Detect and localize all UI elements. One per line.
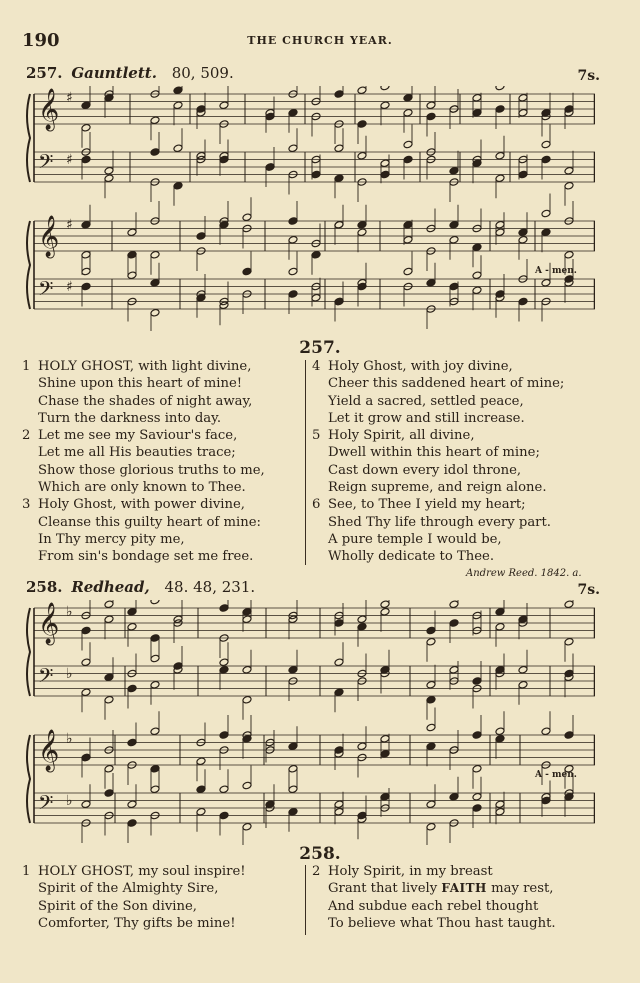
key-signature-icon: ♯: [66, 279, 73, 295]
bass-clef-icon: 𝄢: [38, 277, 54, 305]
note-head-icon: [564, 105, 574, 114]
note-head-icon: [196, 757, 206, 766]
note-head-icon: [495, 174, 505, 183]
note-head-icon: [380, 749, 390, 758]
note-head-icon: [380, 86, 390, 91]
verse-line: Cast down every idol throne,: [328, 462, 522, 478]
verse: [312, 863, 612, 932]
verse-line: Comforter, Thy gifts be mine!: [38, 915, 236, 931]
note-head-icon: [334, 220, 344, 229]
note-head-icon: [150, 680, 160, 689]
hymn-258-left-column: [22, 863, 302, 932]
verse-line: Wholly dedicate to Thee.: [328, 549, 495, 565]
column-divider: [305, 360, 306, 565]
note-head-icon: [81, 800, 91, 809]
verse-line: Which are only known to Thee.: [38, 480, 246, 496]
note-head-icon: [311, 250, 321, 259]
note-head-icon: [150, 308, 160, 317]
verse-number: 4: [312, 359, 321, 374]
music-system: [27, 600, 595, 720]
note-head-icon: [380, 170, 390, 179]
note-head-icon: [426, 626, 436, 635]
note-head-icon: [265, 163, 275, 172]
note-head-icon: [150, 785, 160, 794]
hymn-number-258: 258.: [299, 844, 341, 864]
key-signature-icon: ♭: [66, 793, 73, 809]
note-head-icon: [403, 140, 413, 149]
verse: [312, 358, 612, 427]
note-head-icon: [495, 622, 505, 631]
note-head-icon: [426, 822, 436, 831]
note-head-icon: [196, 807, 206, 816]
note-head-icon: [380, 600, 390, 609]
note-head-icon: [357, 151, 367, 160]
treble-clef-icon: 𝄞: [38, 89, 60, 130]
note-head-icon: [495, 734, 505, 743]
note-head-icon: [288, 267, 298, 276]
music-score-257: [20, 86, 595, 331]
note-head-icon: [196, 151, 206, 160]
note-head-icon: [564, 181, 574, 190]
note-head-icon: [403, 155, 413, 164]
verse-line-part: Grant that lively: [328, 881, 442, 897]
tune-refs: 80, 509.: [171, 64, 234, 82]
note-head-icon: [311, 170, 321, 179]
note-head-icon: [288, 742, 298, 751]
note-head-icon: [196, 105, 206, 114]
note-head-icon: [449, 665, 459, 674]
note-head-icon: [242, 781, 252, 790]
amen-label: A - men.: [535, 770, 577, 780]
note-head-icon: [518, 235, 528, 244]
verse-line: Show those glorious truths to me,: [38, 462, 265, 478]
verse-line: [328, 880, 612, 897]
note-head-icon: [81, 155, 91, 164]
note-head-icon: [242, 734, 252, 743]
note-head-icon: [104, 174, 114, 183]
note-head-icon: [219, 665, 229, 674]
note-head-icon: [564, 250, 574, 259]
note-head-icon: [288, 217, 298, 226]
note-head-icon: [311, 293, 321, 302]
note-head-icon: [541, 140, 551, 149]
note-head-icon: [196, 293, 206, 302]
tune-meter: 7s.: [577, 68, 600, 84]
note-head-icon: [449, 166, 459, 175]
note-head-icon: [150, 600, 160, 605]
verse-line: To believe what Thou hast taught.: [328, 915, 556, 931]
key-signature-icon: ♭: [66, 666, 73, 682]
note-head-icon: [104, 615, 114, 624]
note-head-icon: [449, 235, 459, 244]
note-head-icon: [380, 607, 390, 616]
verse-line: In Thy mercy pity me,: [38, 531, 185, 547]
note-head-icon: [288, 764, 298, 773]
note-head-icon: [127, 684, 137, 693]
note-head-icon: [219, 101, 229, 110]
tune-heading-258: [26, 578, 600, 600]
note-head-icon: [196, 232, 206, 241]
note-head-icon: [518, 665, 528, 674]
note-head-icon: [472, 677, 482, 686]
note-head-icon: [81, 688, 91, 697]
note-head-icon: [472, 731, 482, 740]
note-head-icon: [219, 604, 229, 613]
note-head-icon: [564, 637, 574, 646]
note-head-icon: [564, 731, 574, 740]
note-head-icon: [357, 228, 367, 237]
verse-number: 1: [22, 864, 31, 879]
note-head-icon: [127, 271, 137, 280]
note-head-icon: [426, 278, 436, 287]
note-head-icon: [541, 228, 551, 237]
note-head-icon: [81, 753, 91, 762]
note-head-icon: [495, 800, 505, 809]
verse-line: Spirit of the Son divine,: [38, 898, 197, 914]
note-head-icon: [81, 101, 91, 110]
note-head-icon: [334, 688, 344, 697]
note-head-icon: [564, 166, 574, 175]
verse-line: Holy Spirit, all divine,: [328, 428, 475, 444]
note-head-icon: [127, 800, 137, 809]
note-head-icon: [518, 228, 528, 237]
note-head-icon: [357, 220, 367, 229]
tune-number: 258.: [26, 578, 63, 596]
note-head-icon: [472, 108, 482, 117]
note-head-icon: [150, 116, 160, 125]
note-head-icon: [288, 807, 298, 816]
note-head-icon: [173, 86, 183, 95]
note-head-icon: [334, 746, 344, 755]
note-head-icon: [242, 695, 252, 704]
page-number: 190: [22, 30, 60, 51]
note-head-icon: [127, 228, 137, 237]
verse-line: Let me see my Saviour's face,: [38, 428, 238, 444]
note-head-icon: [81, 123, 91, 132]
note-head-icon: [518, 615, 528, 624]
note-head-icon: [334, 619, 344, 628]
note-head-icon: [495, 151, 505, 160]
verse-line-part: may rest,: [486, 881, 554, 897]
music-system: [27, 194, 595, 332]
note-head-icon: [288, 665, 298, 674]
verse-line: And subdue each rebel thought: [328, 898, 539, 914]
note-head-icon: [495, 228, 505, 237]
tune-heading-257: [26, 64, 600, 86]
note-head-icon: [472, 93, 482, 102]
note-head-icon: [288, 144, 298, 153]
note-head-icon: [472, 286, 482, 295]
note-head-icon: [127, 622, 137, 631]
verse: [312, 427, 612, 496]
note-head-icon: [288, 235, 298, 244]
note-head-icon: [449, 619, 459, 628]
note-head-icon: [472, 271, 482, 280]
note-head-icon: [518, 680, 528, 689]
note-head-icon: [81, 250, 91, 259]
verse-line: HOLY GHOST, my soul inspire!: [38, 864, 246, 879]
note-head-icon: [380, 101, 390, 110]
verse-line: Shine upon this heart of mine!: [38, 376, 243, 392]
bass-clef-icon: 𝄢: [38, 150, 54, 178]
note-head-icon: [495, 105, 505, 114]
amen-label: A - men.: [535, 266, 577, 276]
verse-line: Cheer this saddened heart of mine;: [328, 376, 565, 392]
note-head-icon: [288, 785, 298, 794]
verse: [22, 358, 302, 427]
note-head-icon: [518, 297, 528, 306]
note-head-icon: [357, 622, 367, 631]
hymn-attribution: Andrew Reed. 1842. a.: [466, 568, 582, 579]
note-head-icon: [518, 108, 528, 117]
note-head-icon: [196, 785, 206, 794]
note-head-icon: [380, 792, 390, 801]
note-head-icon: [357, 120, 367, 129]
bass-clef-icon: 𝄢: [38, 664, 54, 692]
note-head-icon: [242, 267, 252, 276]
verse-line: HOLY GHOST, with light divine,: [38, 359, 252, 374]
verse-line: Yield a sacred, settled peace,: [328, 393, 524, 409]
verse-line: Reign supreme, and reign alone.: [328, 480, 547, 496]
note-head-icon: [495, 665, 505, 674]
note-head-icon: [219, 731, 229, 740]
note-head-icon: [564, 792, 574, 801]
note-head-icon: [541, 209, 551, 218]
note-head-icon: [104, 600, 114, 609]
note-head-icon: [104, 695, 114, 704]
note-head-icon: [288, 615, 298, 624]
note-head-icon: [357, 282, 367, 291]
music-system: [27, 86, 595, 206]
tune-refs: 48. 48, 231.: [164, 578, 256, 596]
key-signature-icon: ♯: [66, 90, 73, 106]
tune-meter: 7s.: [577, 582, 600, 598]
note-head-icon: [288, 108, 298, 117]
note-head-icon: [426, 112, 436, 121]
note-head-icon: [334, 174, 344, 183]
note-head-icon: [104, 166, 114, 175]
note-head-icon: [219, 785, 229, 794]
verse-line: Chase the shades of night away,: [38, 393, 253, 409]
note-head-icon: [495, 807, 505, 816]
note-head-icon: [403, 108, 413, 117]
treble-clef-icon: 𝄞: [38, 603, 60, 644]
note-head-icon: [495, 607, 505, 616]
note-head-icon: [541, 278, 551, 287]
note-head-icon: [242, 615, 252, 624]
note-head-icon: [541, 727, 551, 736]
note-head-icon: [426, 695, 436, 704]
note-head-icon: [242, 665, 252, 674]
note-head-icon: [150, 250, 160, 259]
note-head-icon: [173, 181, 183, 190]
tune-number: 257.: [26, 64, 63, 82]
note-head-icon: [242, 607, 252, 616]
small-caps-word: FAITH: [441, 881, 487, 896]
verse: [22, 496, 302, 565]
verse-number: 3: [22, 497, 31, 513]
note-head-icon: [334, 658, 344, 667]
note-head-icon: [242, 822, 252, 831]
page-header: [22, 30, 618, 54]
tune-name: Gauntlett.: [71, 64, 157, 82]
note-head-icon: [495, 220, 505, 229]
verse-line: Holy Ghost, with power divine,: [38, 497, 245, 513]
verse-line: Dwell within this heart of mine;: [328, 445, 540, 461]
hymn-number-257: 257.: [299, 338, 341, 358]
verse-line: A pure temple I would be,: [328, 531, 502, 547]
verse-number: 6: [312, 497, 321, 513]
note-head-icon: [403, 267, 413, 276]
key-signature-icon: ♭: [66, 604, 73, 620]
hymn-257-right-column: [312, 358, 612, 566]
note-head-icon: [334, 144, 344, 153]
note-head-icon: [127, 250, 137, 259]
treble-clef-icon: 𝄞: [38, 730, 60, 771]
note-head-icon: [426, 101, 436, 110]
verse: [22, 427, 302, 496]
note-head-icon: [81, 282, 91, 291]
note-head-icon: [219, 301, 229, 310]
verse-line: Holy Spirit, in my breast: [328, 864, 493, 879]
music-score-258: [20, 600, 595, 845]
note-head-icon: [81, 220, 91, 229]
hymn-257-left-column: [22, 358, 302, 566]
note-head-icon: [449, 792, 459, 801]
note-head-icon: [472, 792, 482, 801]
running-title: THE CHURCH YEAR.: [247, 34, 393, 47]
note-head-icon: [472, 159, 482, 168]
note-head-icon: [334, 800, 344, 809]
note-head-icon: [518, 170, 528, 179]
note-head-icon: [357, 86, 367, 95]
note-head-icon: [150, 278, 160, 287]
verse-line: Let me all His beauties trace;: [38, 445, 236, 461]
note-head-icon: [104, 673, 114, 682]
note-head-icon: [127, 819, 137, 828]
note-head-icon: [518, 93, 528, 102]
note-head-icon: [541, 155, 551, 164]
key-signature-icon: ♭: [66, 731, 73, 747]
note-head-icon: [81, 658, 91, 667]
note-head-icon: [127, 607, 137, 616]
note-head-icon: [472, 243, 482, 252]
note-head-icon: [173, 101, 183, 110]
hymn-258-right-column: [312, 863, 612, 932]
verse-number: 2: [312, 864, 321, 879]
note-head-icon: [150, 148, 160, 157]
note-head-icon: [495, 86, 505, 91]
note-head-icon: [403, 93, 413, 102]
note-head-icon: [219, 658, 229, 667]
verse-line: Holy Ghost, with joy divine,: [328, 359, 513, 374]
note-head-icon: [426, 680, 436, 689]
verse-line: Let it grow and still increase.: [328, 410, 525, 426]
note-head-icon: [357, 742, 367, 751]
verse-number: 5: [312, 428, 321, 444]
note-head-icon: [127, 738, 137, 747]
note-head-icon: [380, 159, 390, 168]
note-head-icon: [81, 267, 91, 276]
verse-line: Spirit of the Almighty Sire,: [38, 881, 219, 897]
verse: [312, 496, 612, 565]
verse: [22, 863, 302, 932]
note-head-icon: [334, 807, 344, 816]
key-signature-icon: ♯: [66, 217, 73, 233]
verse-line: Turn the darkness into day.: [38, 410, 222, 426]
note-head-icon: [150, 764, 160, 773]
note-head-icon: [403, 235, 413, 244]
note-head-icon: [104, 93, 114, 102]
note-head-icon: [150, 634, 160, 643]
note-head-icon: [449, 282, 459, 291]
verse-line: See, to Thee I yield my heart;: [328, 497, 526, 513]
note-head-icon: [472, 804, 482, 813]
note-head-icon: [219, 811, 229, 820]
note-head-icon: [472, 764, 482, 773]
note-head-icon: [449, 600, 459, 609]
note-head-icon: [449, 220, 459, 229]
note-head-icon: [495, 727, 505, 736]
note-head-icon: [173, 144, 183, 153]
column-divider: [305, 865, 306, 935]
key-signature-icon: ♯: [66, 152, 73, 168]
note-head-icon: [334, 90, 344, 99]
verse-number: 1: [22, 359, 31, 374]
note-head-icon: [242, 213, 252, 222]
music-system: [27, 708, 595, 846]
note-head-icon: [104, 789, 114, 798]
verse-line: From sin's bondage set me free.: [38, 549, 254, 565]
note-head-icon: [288, 290, 298, 299]
note-head-icon: [104, 764, 114, 773]
verse-number: 2: [22, 428, 31, 444]
treble-clef-icon: 𝄞: [38, 216, 60, 257]
verse-line: Shed Thy life through every part.: [328, 514, 551, 530]
note-head-icon: [150, 727, 160, 736]
note-head-icon: [150, 654, 160, 663]
verse-line: Cleanse this guilty heart of mine:: [38, 514, 261, 530]
note-head-icon: [426, 800, 436, 809]
note-head-icon: [81, 626, 91, 635]
note-head-icon: [426, 723, 436, 732]
note-head-icon: [380, 734, 390, 743]
note-head-icon: [426, 742, 436, 751]
note-head-icon: [426, 637, 436, 646]
note-head-icon: [357, 615, 367, 624]
tune-name: Redhead,: [71, 578, 150, 596]
note-head-icon: [564, 600, 574, 609]
bass-clef-icon: 𝄢: [38, 791, 54, 819]
note-head-icon: [219, 220, 229, 229]
note-head-icon: [403, 220, 413, 229]
